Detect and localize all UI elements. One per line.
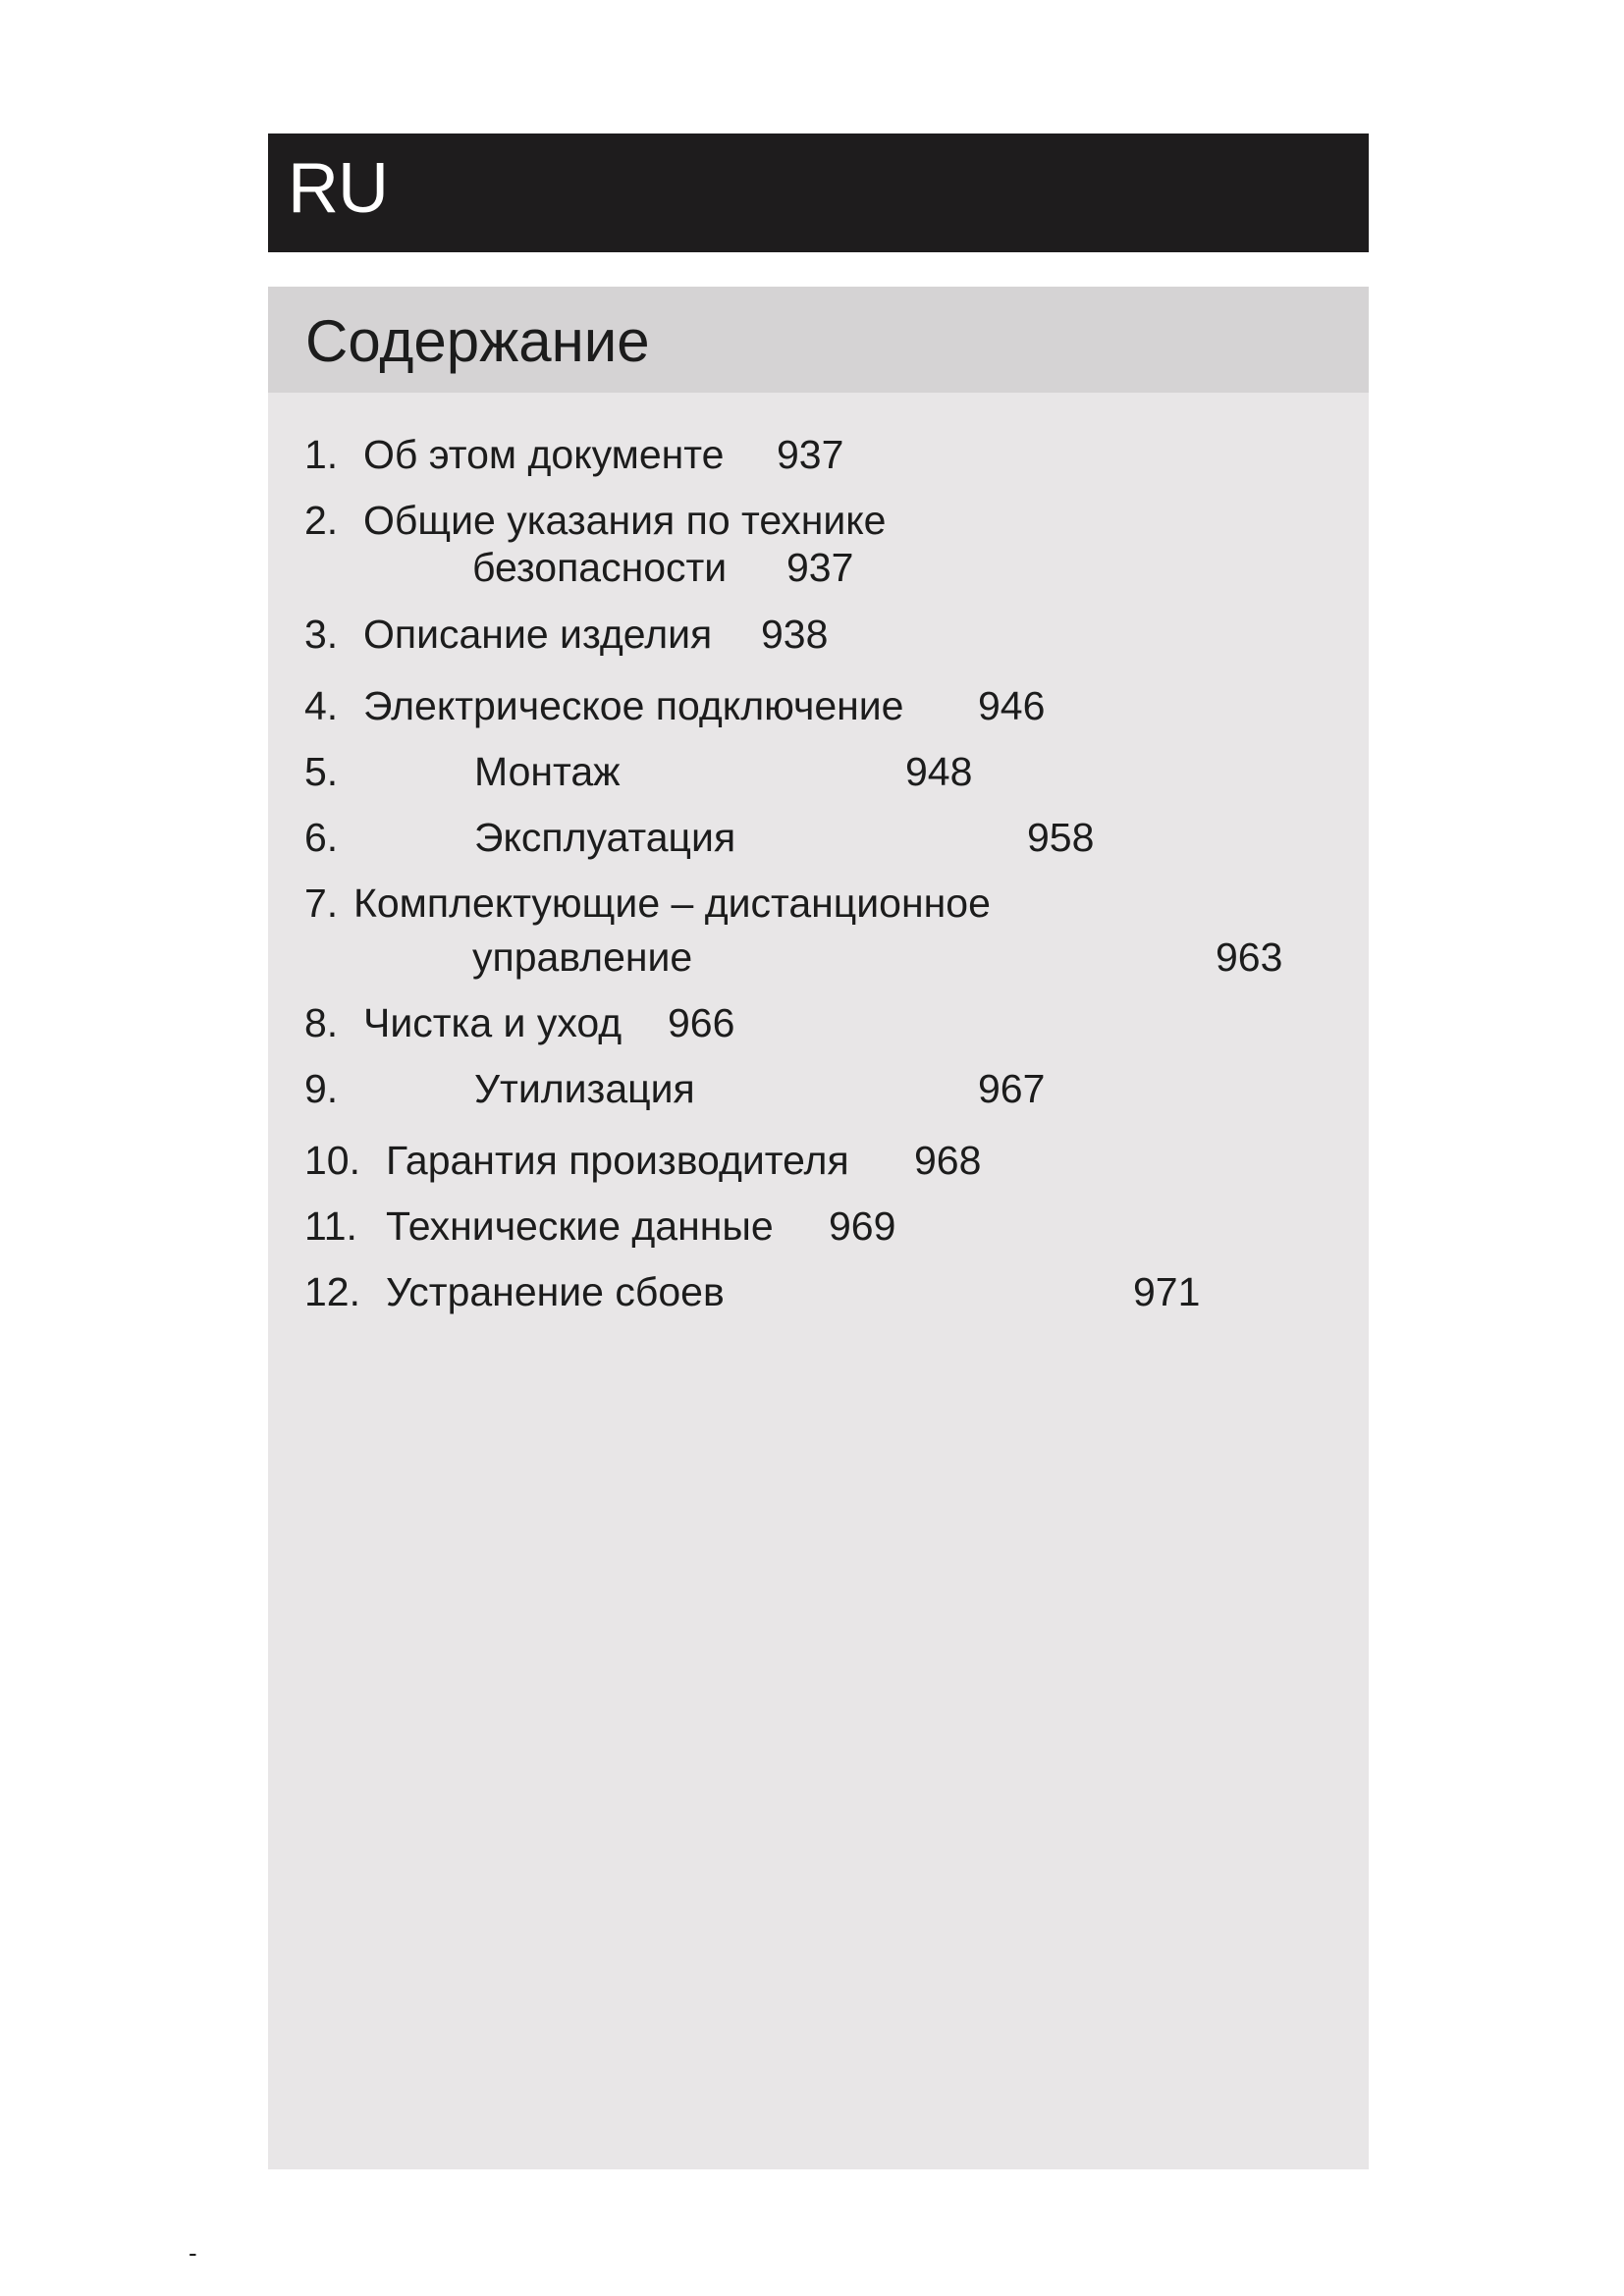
- toc-entry-number: 6.: [304, 815, 339, 860]
- toc-entry-number: 8.: [304, 1000, 339, 1045]
- toc-entry-title-continuation: управление: [472, 934, 693, 980]
- toc-entry-number: 5.: [304, 749, 339, 794]
- toc-entry-title: Гарантия производителя: [386, 1138, 849, 1183]
- language-code: RU: [288, 149, 388, 228]
- toc-title: Содержание: [305, 308, 650, 374]
- toc-entry-page: 946: [978, 683, 1046, 728]
- toc-entry-title: Электрическое подключение: [363, 683, 904, 728]
- toc-entry-page: 938: [761, 612, 829, 657]
- toc-entry-number: 9.: [304, 1066, 339, 1111]
- toc-entry-number: 4.: [304, 683, 339, 728]
- toc-entry-page: 937: [777, 432, 844, 477]
- toc-entry-number: 7.: [304, 881, 339, 926]
- toc-entry-page: 971: [1133, 1269, 1201, 1314]
- footer-mark: -: [189, 2238, 197, 2268]
- toc-entry-title: Эксплуатация: [474, 815, 736, 860]
- toc-entry-title: Устранение сбоев: [386, 1269, 725, 1314]
- toc-entry-page: 937: [786, 545, 854, 590]
- toc-entry-title: Об этом документе: [363, 432, 725, 477]
- toc-entry-title: Комплектующие – дистанционное: [353, 881, 991, 926]
- toc-entry-title: Технические данные: [386, 1203, 774, 1249]
- language-header-bar: [268, 133, 1369, 252]
- toc-entry-page: 968: [914, 1138, 982, 1183]
- toc-entry-page: 963: [1216, 934, 1283, 980]
- toc-entry-number: 1.: [304, 432, 339, 477]
- toc-header: [268, 287, 1369, 393]
- toc-entry-page: 969: [829, 1203, 896, 1249]
- toc-entry-number: 10.: [304, 1138, 360, 1183]
- toc-entry-title: Описание изделия: [363, 612, 713, 657]
- toc-entry-title: Общие указания по технике: [363, 498, 887, 543]
- toc-entry-number: 11.: [304, 1203, 357, 1249]
- toc-entry-number: 3.: [304, 612, 339, 657]
- toc-entry-title-continuation: безопасности: [472, 545, 728, 590]
- toc-entry-page: 958: [1027, 815, 1095, 860]
- toc-entry-title: Чистка и уход: [363, 1000, 623, 1045]
- toc-entry-number: 12.: [304, 1269, 360, 1314]
- toc-entry-page: 967: [978, 1066, 1046, 1111]
- toc-entry-page: 948: [905, 749, 973, 794]
- toc-entry-title: Утилизация: [474, 1066, 695, 1111]
- toc-entry-title: Монтаж: [474, 749, 621, 794]
- toc-entry-number: 2.: [304, 498, 339, 543]
- toc-entry-page: 966: [668, 1000, 735, 1045]
